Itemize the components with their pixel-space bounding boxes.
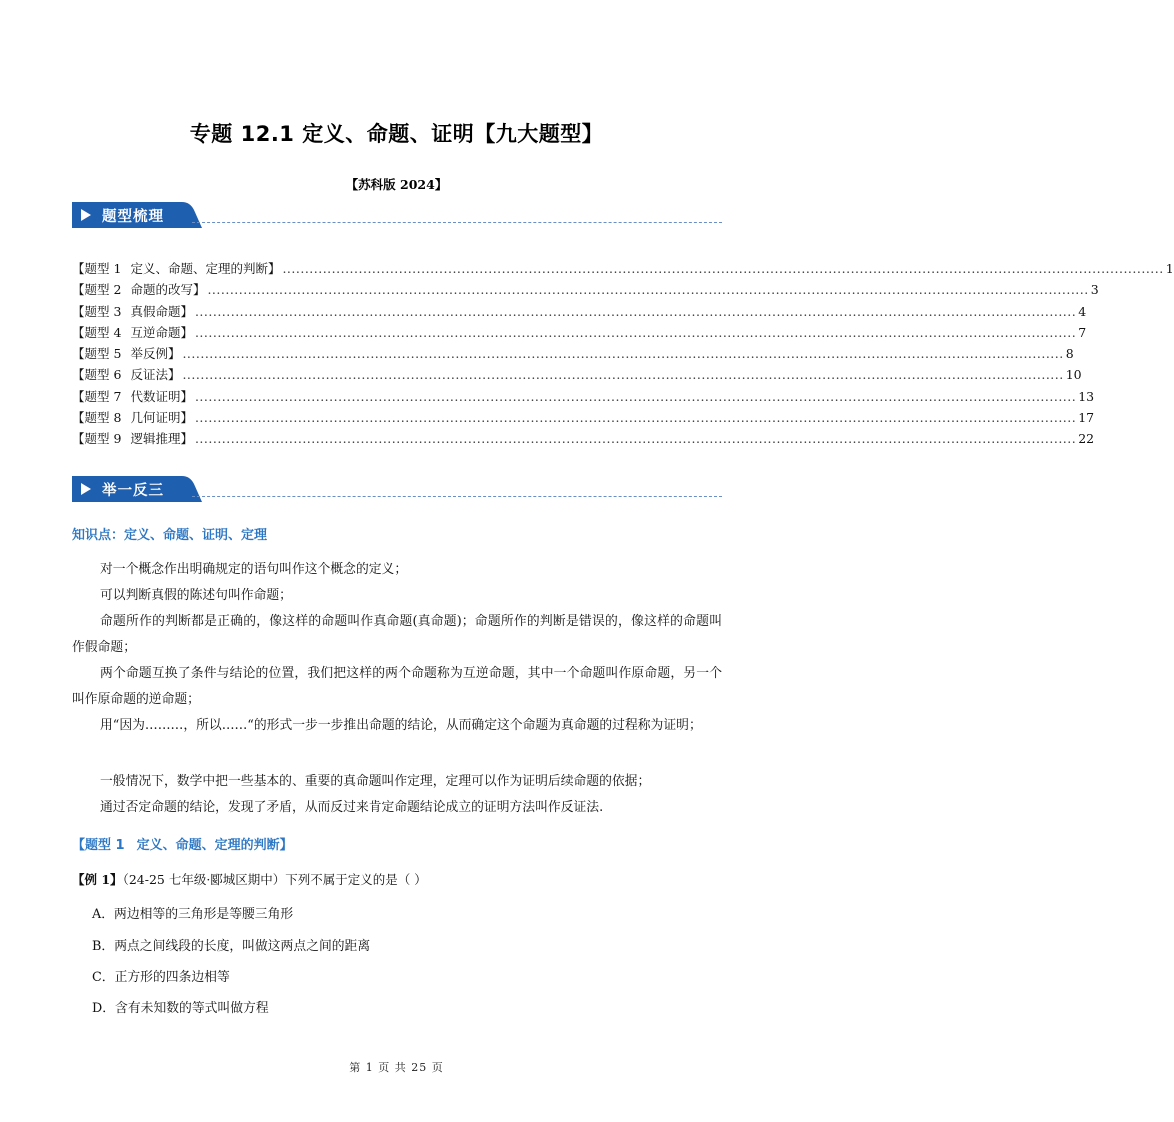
toc-entry[interactable] — [72, 408, 1095, 429]
toc-entry-page: 1 — [1165, 261, 1174, 276]
edition-subtitle: 【苏科版 2024】 — [345, 177, 448, 192]
table-of-contents — [72, 259, 1174, 451]
question-type-title: 定义、命题、定理的判断】 — [136, 838, 293, 853]
answer-option-c[interactable]: C．正方形的四条边相等 — [92, 970, 230, 985]
example-question — [72, 870, 427, 888]
example-label: 【例 1】 — [72, 872, 123, 887]
toc-entry-title: 逻辑推理】 — [130, 431, 193, 447]
toc-entry-number: 【题型 5 — [72, 346, 122, 362]
toc-entry-title: 几何证明】 — [130, 410, 193, 426]
toc-entry-page: 22 — [1078, 431, 1095, 447]
toc-entry[interactable] — [72, 365, 1082, 386]
answer-option-d[interactable]: D．含有未知数的等式叫做方程 — [92, 1001, 269, 1016]
toc-entry-number: 【题型 9 — [72, 431, 122, 447]
toc-entry-title: 举反例】 — [130, 346, 181, 362]
toc-entry-page: 7 — [1078, 324, 1087, 340]
toc-entry-title: 互逆命题】 — [130, 324, 193, 340]
toc-entry[interactable] — [72, 259, 1174, 280]
knowledge-heading: 知识点：定义、命题、证明、定理 — [72, 528, 268, 543]
example-text: （24-25 七年级·郾城区期中）下列不属于定义的是（ ） — [122, 872, 427, 887]
page-title: 专题 12.1 定义、命题、证明【九大题型】 — [189, 122, 604, 146]
toc-entry[interactable] — [72, 429, 1095, 450]
toc-entry[interactable] — [72, 387, 1095, 408]
toc-entry[interactable] — [72, 344, 1074, 365]
toc-entry-number: 【题型 6 — [72, 367, 122, 383]
toc-entry-number: 【题型 4 — [72, 324, 122, 340]
toc-leader-dots: ..................................................................................................................................................................................................... — [194, 431, 1077, 447]
knowledge-paragraph: 命题所作的判断都是正确的，像这样的命题叫作真命题(真命题)；命题所作的判断是错误的，像这样的命题叫作假命题； — [72, 614, 722, 655]
toc-entry-page: 8 — [1065, 346, 1074, 362]
page-footer: 第 1 页 共 25 页 — [349, 1061, 444, 1074]
toc-leader-dots: ..................................................................................................................................................................................................... — [194, 388, 1077, 404]
toc-leader-dots: ..................................................................................................................................................................................................... — [194, 303, 1077, 319]
toc-leader-dots: ..................................................................................................................................................................................................... — [182, 367, 1064, 383]
toc-leader-dots: ..................................................................................................................................................................................................... — [182, 346, 1064, 362]
toc-leader-dots: ..................................................................................................................................................................................................... — [207, 282, 1089, 298]
knowledge-paragraph: 一般情况下，数学中把一些基本的、重要的真命题叫作定理，定理可以作为证明后续命题的依据； — [100, 774, 651, 789]
banner-divider — [192, 496, 722, 497]
toc-entry-title: 命题的改写】 — [130, 282, 206, 298]
answer-option-b[interactable]: B．两点之间线段的长度，叫做这两点之间的距离 — [92, 939, 371, 954]
knowledge-paragraph: 可以判断真假的陈述句叫作命题； — [100, 588, 292, 603]
toc-entry-number: 【题型 1 — [72, 261, 122, 276]
toc-entry-page: 10 — [1065, 367, 1082, 383]
toc-entry-page: 4 — [1078, 303, 1087, 319]
toc-entry-page: 17 — [1078, 410, 1095, 426]
knowledge-paragraph: 两个命题互换了条件与结论的位置，我们把这样的两个命题称为互逆命题，其中一个命题叫作原命题，另一个叫作原命题的逆命题； — [72, 666, 722, 707]
knowledge-paragraph: 通过否定命题的结论，发现了矛盾，从而反过来肯定命题结论成立的证明方法叫作反证法. — [100, 800, 604, 815]
toc-entry-number: 【题型 3 — [72, 303, 122, 319]
toc-entry-number: 【题型 7 — [72, 388, 122, 404]
question-type-number: 【题型 1 — [72, 838, 125, 853]
toc-entry-number: 【题型 8 — [72, 410, 122, 426]
toc-entry-number: 【题型 2 — [72, 282, 122, 298]
toc-leader-dots: ..................................................................................................................................................................................................... — [194, 324, 1077, 340]
toc-entry-title: 真假命题】 — [130, 303, 193, 319]
toc-banner-label: 题型梳理 — [102, 209, 164, 225]
question-type-heading — [72, 834, 293, 853]
examples-banner-label: 举一反三 — [102, 483, 164, 499]
examples-banner — [72, 476, 722, 502]
banner-divider — [192, 222, 722, 223]
toc-entry[interactable] — [72, 280, 1099, 301]
toc-entry[interactable] — [72, 323, 1087, 344]
knowledge-paragraph: 用“因为………，所以……“的形式一步一步推出命题的结论，从而确定这个命题为真命题的过程称为证明； — [100, 718, 702, 733]
toc-entry-page: 13 — [1078, 388, 1095, 404]
toc-leader-dots: ..................................................................................................................................................................................................... — [282, 261, 1164, 276]
toc-entry-title: 代数证明】 — [130, 388, 193, 404]
toc-leader-dots: ..................................................................................................................................................................................................... — [194, 410, 1077, 426]
toc-entry[interactable] — [72, 302, 1087, 323]
toc-banner — [72, 202, 722, 228]
knowledge-paragraph: 对一个概念作出明确规定的语句叫作这个概念的定义； — [100, 562, 408, 577]
toc-entry-title: 反证法】 — [130, 367, 181, 383]
answer-option-a[interactable]: A．两边相等的三角形是等腰三角形 — [92, 907, 294, 922]
toc-entry-page: 3 — [1090, 282, 1099, 298]
toc-entry-title: 定义、命题、定理的判断】 — [130, 261, 281, 276]
